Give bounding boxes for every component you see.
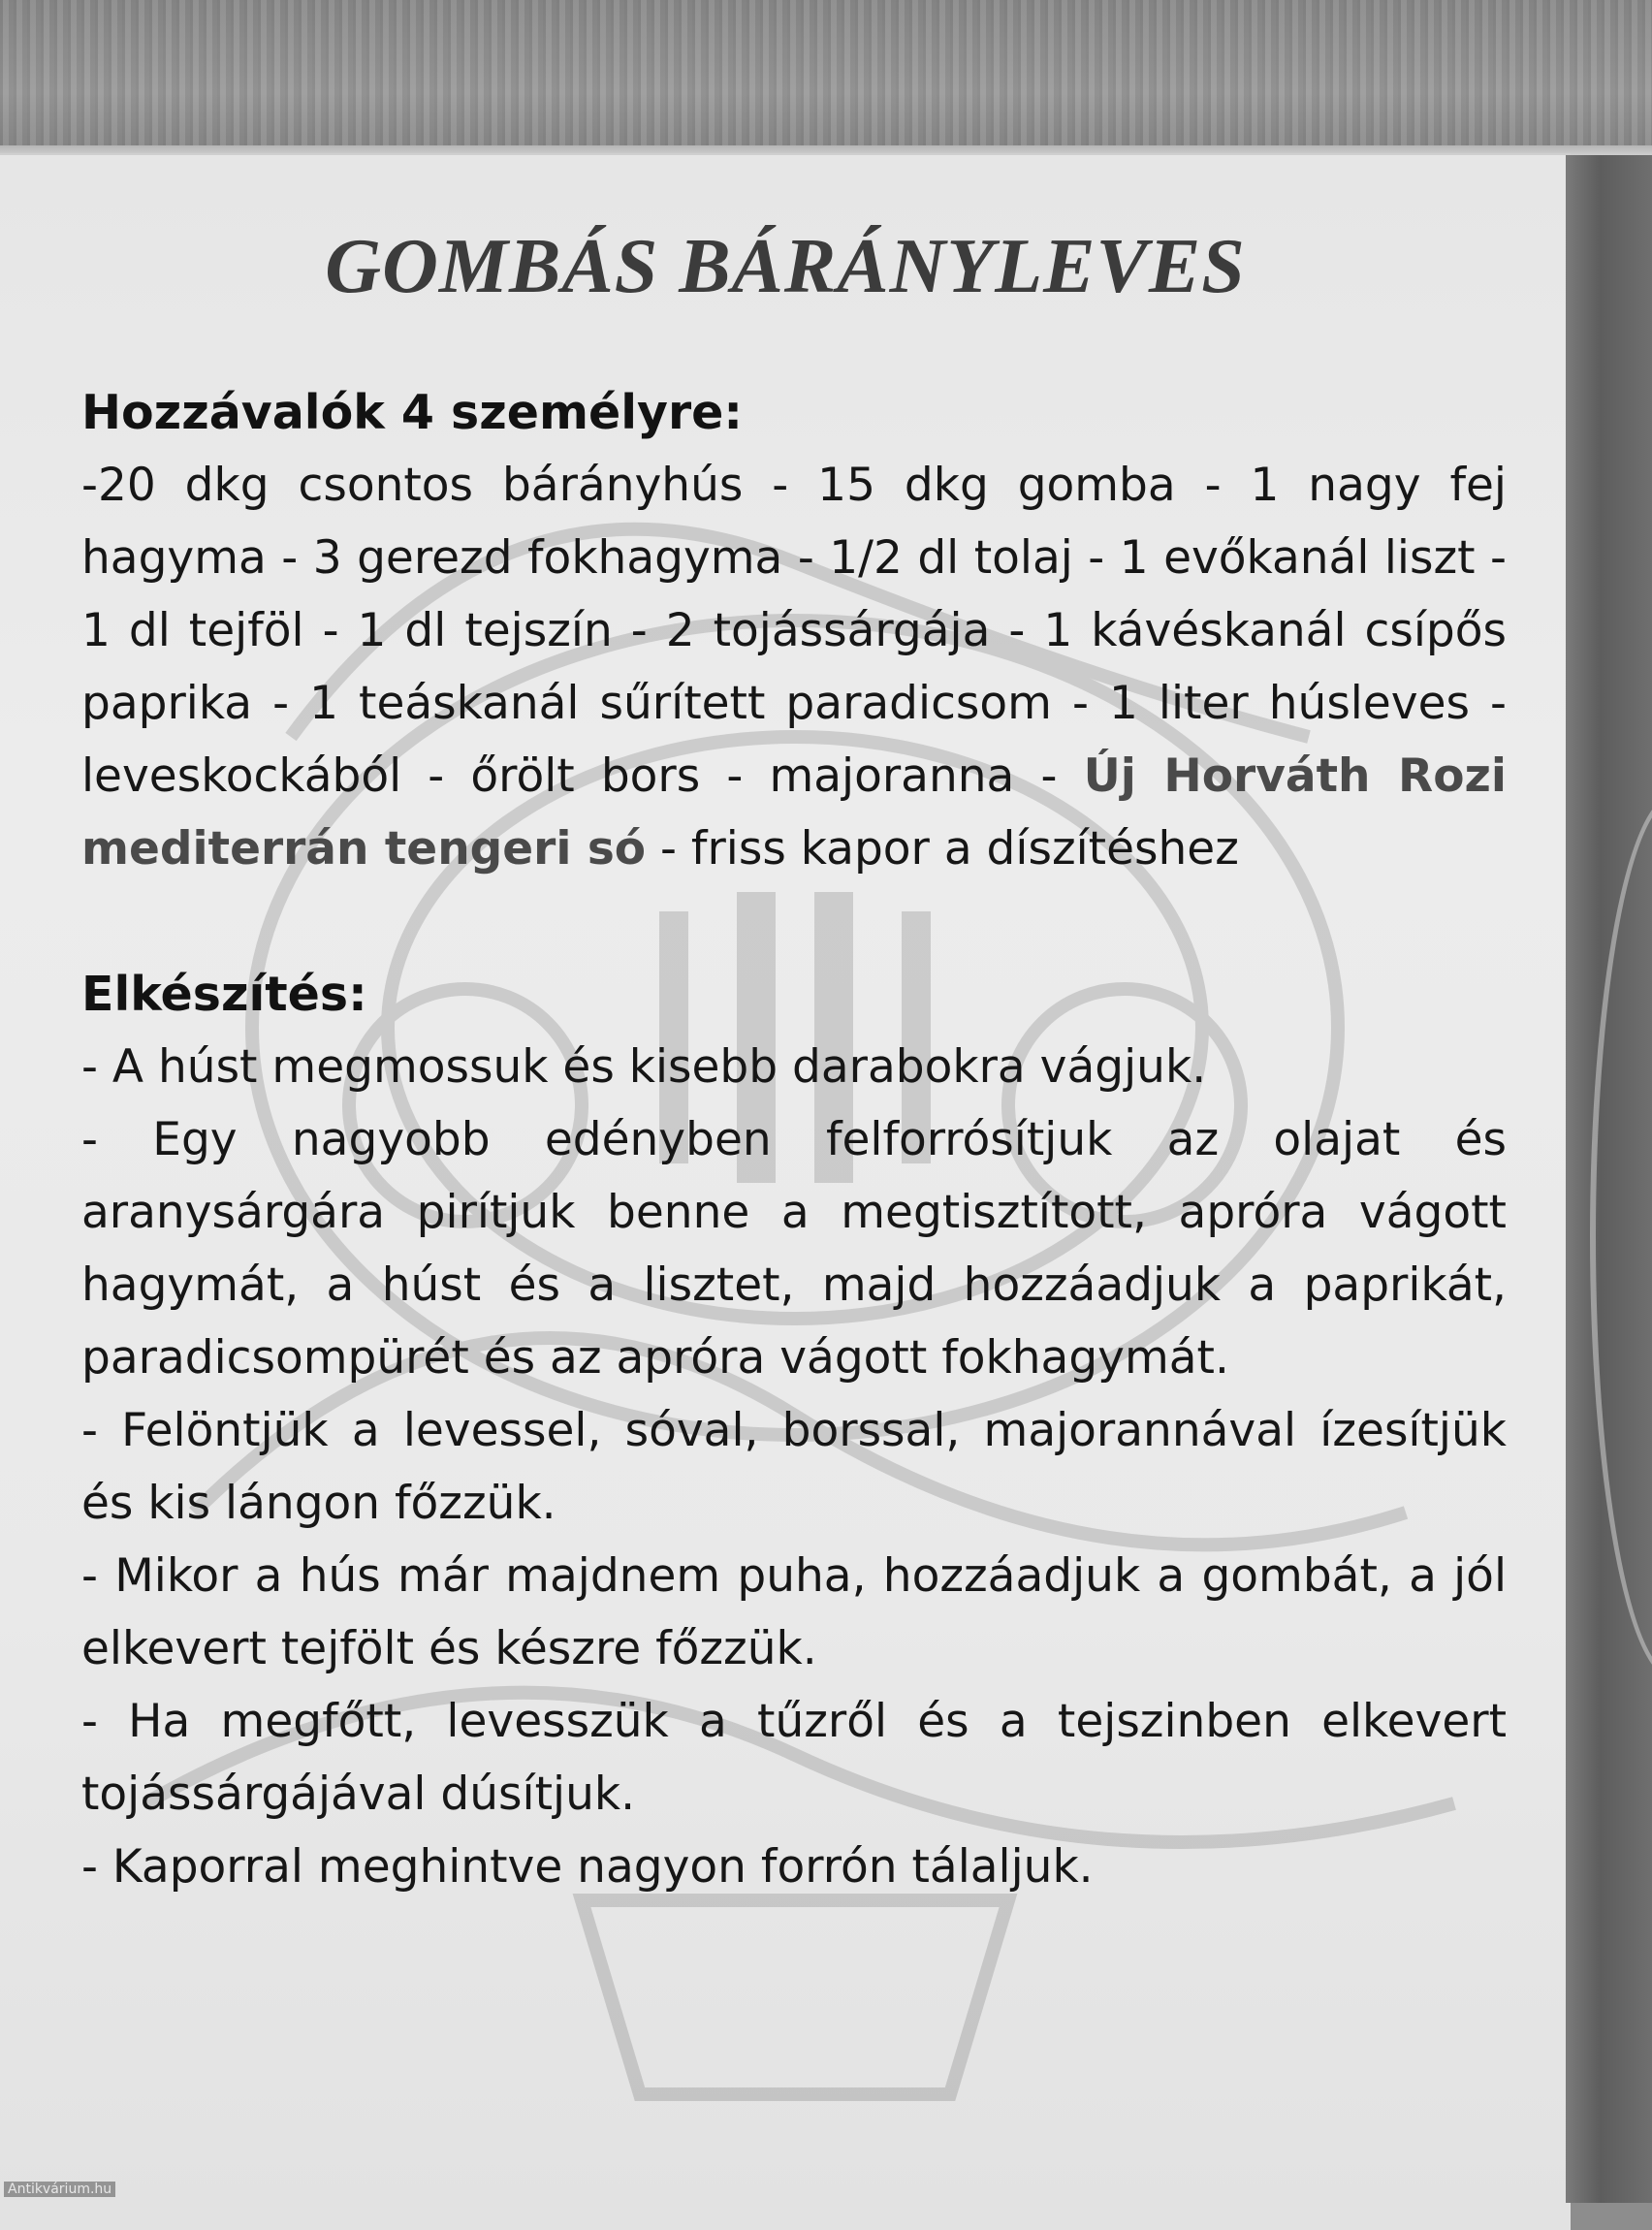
ingredients-list: [81, 449, 1507, 885]
ingredients-heading: Hozzávalók 4 személyre:: [81, 385, 743, 440]
background-surface: [0, 0, 1652, 155]
ingredients-text-end: - friss kapor a díszítéshez: [646, 822, 1239, 876]
preparation-step: - A húst megmossuk és kisebb darabokra vágjuk.: [81, 1040, 1207, 1094]
source-watermark: Antikvárium.hu: [4, 2182, 115, 2197]
salt-brand: Új Horváth Rozi mediterrán tengeri só: [81, 749, 1507, 876]
section-spacer: [81, 885, 1507, 958]
preparation-step: - Kaporral meghintve nagyon forrón tálaljuk.: [81, 1840, 1094, 1894]
recipe-body: [81, 376, 1507, 1903]
recipe-title: GOMBÁS BÁRÁNYLEVES: [325, 224, 1246, 309]
preparation-step: - Felöntjük a levessel, sóval, borssal, majorannával ízesítjük és kis lángon főzzük.: [81, 1404, 1507, 1530]
preparation-step: - Mikor a hús már majdnem puha, hozzáadjuk a gombát, a jól elkevert tejfölt és készre főzzük.: [81, 1549, 1507, 1675]
preparation-heading: Elkészítés:: [81, 967, 367, 1022]
ingredients-text: -20 dkg csontos bárányhús - 15 dkg gomba - 1 nagy fej hagyma - 3 gerezd fokhagyma - 1/2 dl tolaj - 1 evőkanál liszt - 1 dl tejföl - 1 dl tejszín - 2 tojássárgája - 1 kávéskanál csípős paprika - 1 teáskanál sűrített paradicsom - 1 liter húsleves -leveskockából - őrölt bors - majoranna -: [81, 459, 1507, 803]
preparation-step: - Egy nagyobb edényben felforrósítjuk az olajat és aranysárgára pirítjuk benne a megtisztított, apróra vágott hagymát, a húst és a lisztet, majd hozzáadjuk a paprikát, paradicsompürét és az apróra vágott fokhagymát.: [81, 1113, 1507, 1385]
preparation-steps: [81, 1031, 1507, 1903]
preparation-step: - Ha megfőtt, levesszük a tűzről és a tejszinben elkevert tojássárgájával dúsítjuk.: [81, 1695, 1507, 1821]
